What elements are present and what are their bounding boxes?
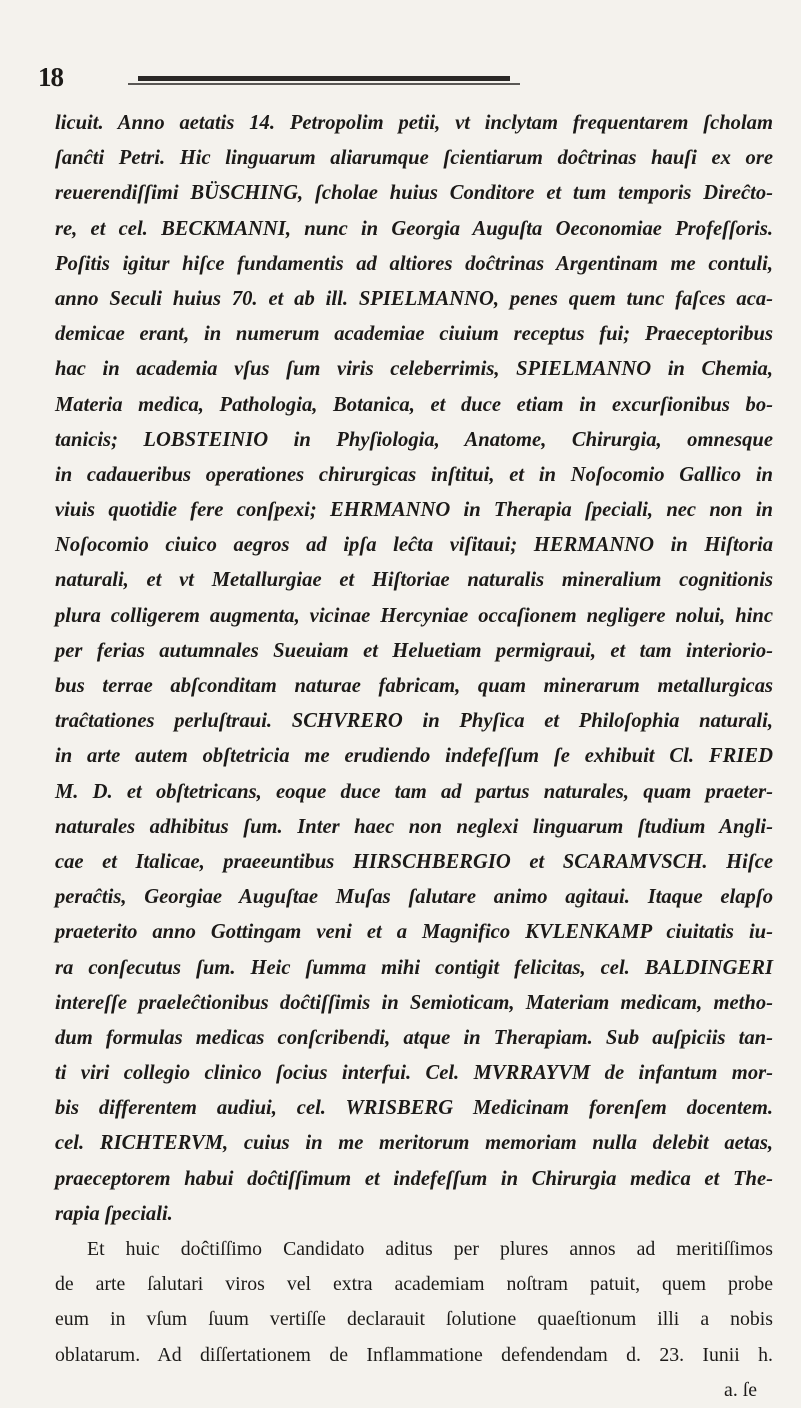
text-line: ra conſecutus ſum. Heic ſumma mihi contigit felicitas, cel. BALDINGERI xyxy=(55,956,773,979)
text-line: dum formulas medicas conſcribendi, atque in Therapiam. Sub auſpiciis tan- xyxy=(55,1026,773,1049)
page-header xyxy=(38,62,778,96)
text-line: praeterito anno Gottingam veni et a Magnifico KVLENKAMP ciuitatis iu- xyxy=(55,921,773,944)
text-line: M. D. et obſtetricans, eoque duce tam ad partus naturales, quam praeter- xyxy=(55,780,773,803)
text-line: bis differentem audiui, cel. WRISBERG Medicinam forenſem docentem. xyxy=(55,1097,773,1120)
text-line: naturali, et vt Metallurgiae et Hiſtoriae naturalis mineralium cognitionis xyxy=(55,569,773,592)
text-line: hac in academia vſus ſum viris celeberrimis, SPIELMANNO in Chemia, xyxy=(55,358,773,381)
text-line: Et huic doĉtiſſimo Candidato aditus per plures annos ad meritiſſimos xyxy=(87,1238,773,1260)
text-line: de arte ſalutari viros vel extra academiam noſtram patuit, quem probe xyxy=(55,1273,773,1296)
text-line: licuit. Anno aetatis 14. Petropolim petii, vt inclytam frequentarem ſcholam xyxy=(55,112,773,134)
text-line: rapia ſpeciali. xyxy=(55,1202,173,1225)
text-line: bus terrae abſconditam naturae fabricam, quam minerarum metallurgicas xyxy=(55,675,773,697)
text-line: oblatarum. Ad diſſertationem de Inflammatione defendendam d. 23. Iunii h. xyxy=(55,1343,773,1366)
text-line: praeceptorem habui doĉtiſſimum et indefeſſum in Chirurgia medica et The- xyxy=(55,1167,773,1190)
text-line: plura colligerem augmenta, vicinae Hercyniae occaſionem negligere nolui, hinc xyxy=(55,604,773,627)
text-line: in cadaueribus operationes chirurgicas inſtitui, et in Noſocomio Gallico in xyxy=(55,463,773,486)
text-line: eum in vſum ſuum vertiſſe declarauit ſolutione quaeſtionum illi a nobis xyxy=(55,1308,773,1331)
text-line: cel. RICHTERVM, cuius in me meritorum memoriam nulla delebit aetas, xyxy=(55,1132,773,1155)
text-line: cae et Italicae, praeeuntibus HIRSCHBERGIO et SCARAMVSCH. Hiſce xyxy=(55,850,773,873)
text-line: viuis quotidie fere conſpexi; EHRMANNO in Therapia ſpeciali, nec non in xyxy=(55,499,773,522)
text-line: intereſſe praeleĉtionibus doĉtiſſimis in Semioticam, Materiam medicam, metho- xyxy=(55,991,773,1014)
page-number: 18 xyxy=(38,62,63,92)
text-line: anno Seculi huius 70. et ab ill. SPIELMANNO, penes quem tunc faſces aca- xyxy=(55,287,773,310)
text-line: Noſocomio ciuico aegros ad ipſa leĉta viſitaui; HERMANNO in Hiſtoria xyxy=(55,534,773,557)
catchword: a. ſe xyxy=(724,1378,757,1401)
text-line: Poſitis igitur hiſce fundamentis ad altiores doĉtrinas Argentinam me contuli, xyxy=(55,252,773,275)
text-line: ti viri collegio clinico ſocius interfui. Cel. MVRRAYVM de infantum mor- xyxy=(55,1062,773,1085)
text-line: demicae erant, in numerum academiae ciuium receptus fui; Praeceptoribus xyxy=(55,323,773,346)
header-ornament-rule-thin xyxy=(128,83,520,85)
text-line: traĉtationes perluſtraui. SCHVRERO in Phyſica et Philoſophia naturali, xyxy=(55,710,773,733)
text-line: Materia medica, Pathologia, Botanica, et duce etiam in excurſionibus bo- xyxy=(55,393,773,416)
page-body xyxy=(55,106,773,1408)
text-line: ſanĉti Petri. Hic linguarum aliarumque ſcientiarum doĉtrinas hauſi ex ore xyxy=(55,147,773,170)
text-line: per ferias autumnales Sueuiam et Heluetiam permigraui, et tam interiorio- xyxy=(55,639,773,662)
text-line: tanicis; LOBSTEINIO in Phyſiologia, Anatome, Chirurgia, omnesque xyxy=(55,428,773,451)
text-line: reuerendiſſimi BÜSCHING, ſcholae huius Conditore et tum temporis Direĉto- xyxy=(55,182,773,205)
text-line: re, et cel. BECKMANNI, nunc in Georgia Auguſta Oeconomiae Profeſſoris. xyxy=(55,217,773,240)
header-ornament-rule xyxy=(138,76,510,81)
text-line: in arte autem obſtetricia me erudiendo indefeſſum ſe exhibuit Cl. FRIED xyxy=(55,745,773,768)
text-line: naturales adhibitus ſum. Inter haec non neglexi linguarum ſtudium Angli- xyxy=(55,815,773,838)
text-line: peraĉtis, Georgiae Auguſtae Muſas ſalutare animo agitaui. Itaque elapſo xyxy=(55,886,773,909)
